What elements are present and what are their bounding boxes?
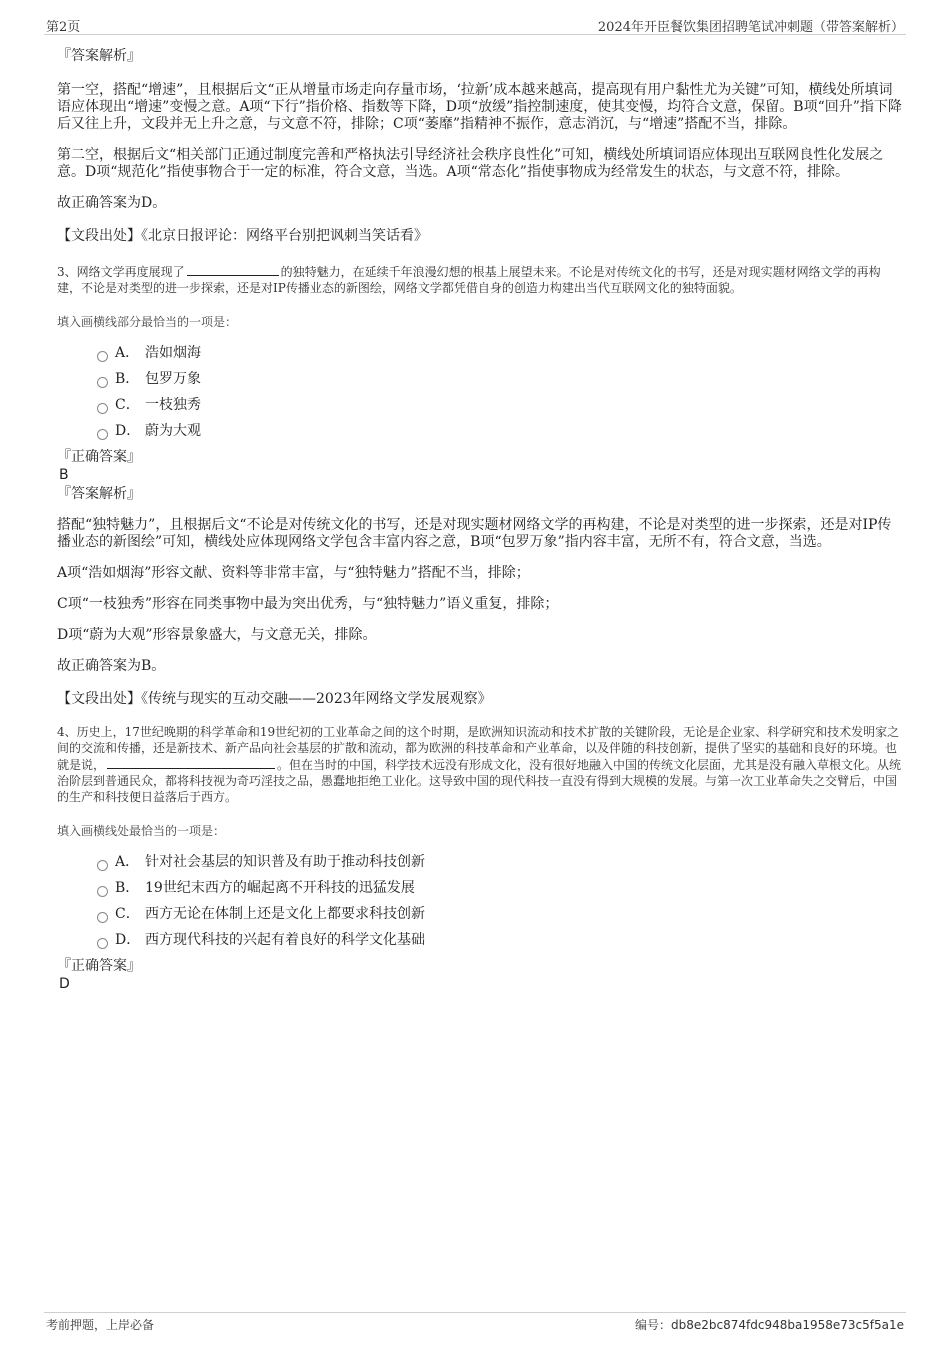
q2-analysis-para-1: 第一空，搭配“增速”，且根据后文“正从增量市场走向存量市场，‘拉新’成本越来越高，提高现有用户黏性尤为关键”可知，横线处所填词语应体现出“增速”变慢之意。A项“下行”指价格、指数等下降，D项“放缓”指控制速度，使其变慢，均符合文意，保留。B项“回升”指下降后又往上升，文段并无上升之意，与文意不符，排除；C项“萎靡”指精神不振作，意志消沉，与“增速”搭配不当，排除。: [57, 82, 902, 132]
q4-option-b[interactable]: B． 19世纪末西方的崛起离不开科技的迅猛发展: [57, 879, 902, 905]
radio-icon[interactable]: [97, 886, 108, 897]
footer-note: 考前押题，上岸必备: [46, 1318, 155, 1332]
q2-conclusion: 故正确答案为D。: [57, 195, 167, 211]
footer-code-value: db8e2bc874fdc948ba1958e73c5f5a1e: [671, 1318, 904, 1332]
q4-option-c[interactable]: C． 西方无论在体制上还是文化上都要求科技创新: [57, 905, 902, 931]
q3-analysis-para-2: A项“浩如烟海”形容文献、资料等非常丰富，与“独特魅力”搭配不当，排除；: [57, 565, 530, 581]
q3-option-c[interactable]: C． 一枝独秀: [57, 396, 902, 422]
q4-prompt: 填入画横线处最恰当的一项是：: [57, 824, 226, 838]
q3-analysis-para-3: C项“一枝独秀”形容在同类事物中最为突出优秀，与“独特魅力”语义重复，排除；: [57, 596, 559, 612]
radio-icon[interactable]: [97, 912, 108, 923]
q2-analysis-para-2: 第二空，根据后文“相关部门正通过制度完善和严格执法引导经济社会秩序良性化”可知，横线处所填词语应体现出互联网良性化发展之意。D项“规范化”指使事物合于一定的标准，符合文意，当选。A项“常态化”指使事物成为经常发生的状态，与文意不符，排除。: [57, 147, 884, 180]
document-title: 2024年开臣餐饮集团招聘笔试冲刺题（带答案解析）: [597, 20, 904, 35]
q4-answer-label: 『正确答案』: [57, 958, 141, 974]
radio-icon[interactable]: [97, 429, 108, 440]
page-footer: [44, 1312, 906, 1335]
q4-stem-after: 。但在当时的中国，科学技术远没有形成文化，没有很好地融入中国的传统文化层面，尤其是没有融入草根文化。从统治阶层到普通民众，都将科技视为奇巧淫技之品，愚蠢地拒绝工业化。这导致中国的现代科技一直没有得到大规模的发展。与第一次工业革命失之交臂后，中国的生产和科技便日益落后于西方。: [57, 758, 902, 804]
q2-analysis-label: 『答案解析』: [57, 48, 141, 64]
footer-code-label: 编号：: [635, 1318, 672, 1332]
q3-fill-blank: [187, 263, 279, 276]
footer-code: [635, 1316, 904, 1333]
q3-stem: [57, 263, 902, 296]
radio-icon[interactable]: [97, 860, 108, 871]
radio-icon[interactable]: [97, 351, 108, 362]
q4-options: [57, 853, 902, 957]
q3-source: 【文段出处】《传统与现实的互动交融——2023年网络文学发展观察》: [57, 691, 492, 707]
q3-option-d[interactable]: D． 蔚为大观: [57, 422, 902, 448]
q3-analysis-label: 『答案解析』: [57, 486, 141, 502]
q3-stem-after: 的独特魅力，在延续千年浪漫幻想的根基上展望未来。不论是对传统文化的书写，还是对现实题材网络文学的再构建，不论是对类型的进一步探索，还是对IP传播业态的新图绘，网络文学都凭借自身的创造力构建出当代互联网文化的独特面貌。: [57, 265, 881, 295]
q4-stem: [57, 724, 902, 805]
q4-option-d[interactable]: D． 西方现代科技的兴起有着良好的科学文化基础: [57, 931, 902, 957]
q3-stem-before: 3、网络文学再度展现了: [57, 265, 185, 279]
q3-answer-label: 『正确答案』: [57, 449, 141, 465]
page-number: 第2页: [46, 20, 81, 35]
radio-icon[interactable]: [97, 938, 108, 949]
q3-prompt: 填入画横线部分最恰当的一项是：: [57, 315, 238, 329]
q3-conclusion: 故正确答案为B。: [57, 658, 166, 674]
q3-analysis-para-1: 搭配“独特魅力”，且根据后文“不论是对传统文化的书写，还是对现实题材网络文学的再构建，不论是对类型的进一步探索，还是对IP传播业态的新图绘”可知，横线处应体现网络文学包含丰富内容之意，B项“包罗万象”指内容丰富，无所不有，符合文意，当选。: [57, 517, 892, 550]
q4-fill-blank: [107, 756, 275, 769]
radio-icon[interactable]: [97, 377, 108, 388]
q4-stem-before: 4、历史上，17世纪晚期的科学革命和19世纪初的工业革命之间的这个时期，是欧洲知识流动和技术扩散的关键阶段，无论是企业家、科学研究和技术发明家之间的交流和传播，还是新技术、新产品向社会基层的扩散和流动，都为欧洲的科技革命和产业革命，以及伴随的科技创新，提供了坚实的基础和良好的环境。也就是说，: [57, 725, 900, 772]
q4-option-a[interactable]: A． 针对社会基层的知识普及有助于推动科技创新: [57, 853, 902, 879]
page-content: [57, 44, 902, 993]
q3-answer-value: B: [59, 467, 69, 483]
q3-options: [57, 344, 902, 448]
q2-source: 【文段出处】《北京日报评论：网络平台别把讽刺当笑话看》: [57, 228, 428, 244]
q3-option-a[interactable]: A． 浩如烟海: [57, 344, 902, 370]
page-header: [44, 14, 906, 35]
q3-analysis-para-4: D项“蔚为大观”形容景象盛大，与文意无关，排除。: [57, 627, 377, 643]
radio-icon[interactable]: [97, 403, 108, 414]
q4-answer-value: D: [59, 976, 70, 992]
q3-option-b[interactable]: B． 包罗万象: [57, 370, 902, 396]
